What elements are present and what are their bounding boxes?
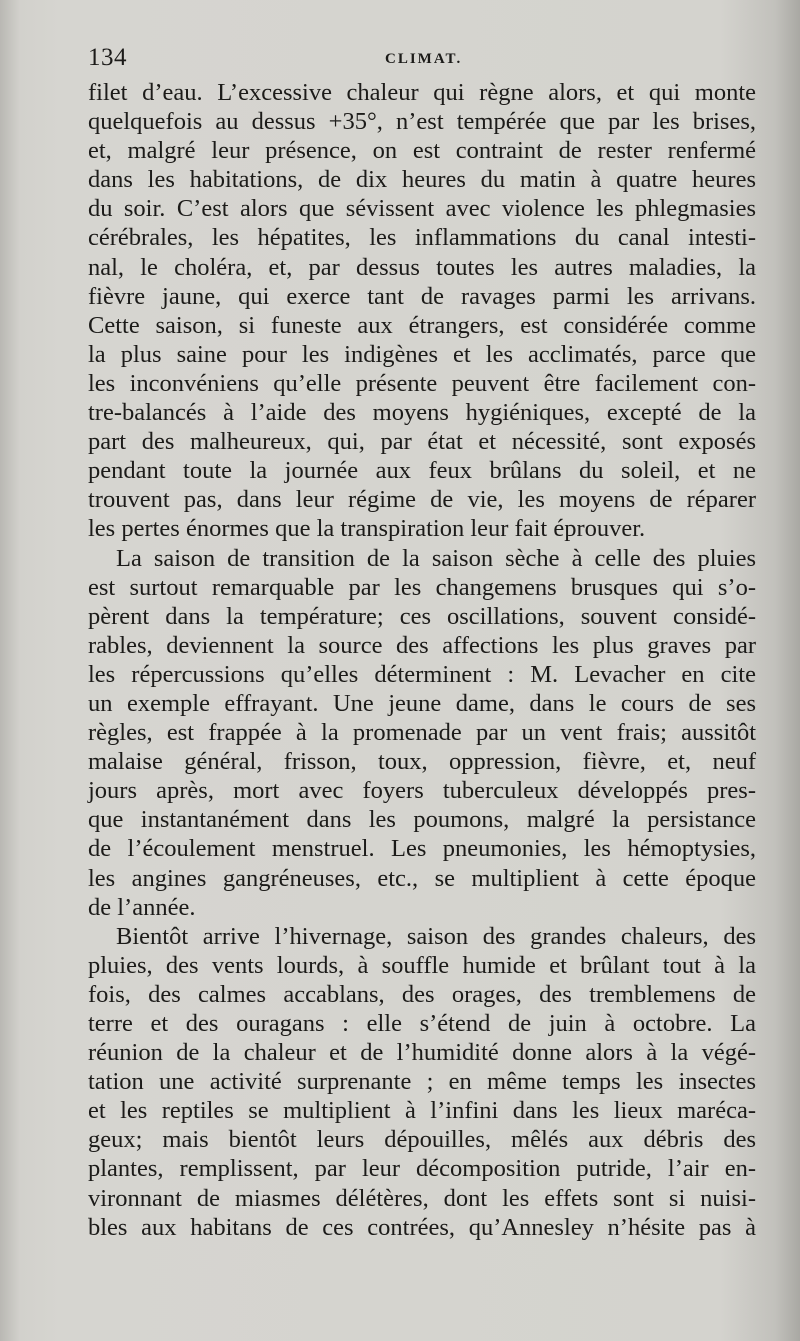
text-line: la plus saine pour les indigènes et les acclimatés, parce que [88, 340, 756, 368]
text-line: les inconvéniens qu’elle présente peuvent être facilement con- [88, 369, 756, 397]
text-line: et, malgré leur présence, on est contraint de rester renfermé [88, 137, 756, 165]
text-line: Cette saison, si funeste aux étrangers, est considérée comme [88, 311, 756, 339]
text-line: geux; mais bientôt leurs dépouilles, mêlés aux débris des [88, 1126, 756, 1154]
text-line: les répercussions qu’elles déterminent : M. Levacher en cite [88, 660, 756, 688]
text-line: les angines gangréneuses, etc., se multiplient à cette époque [88, 864, 756, 892]
text-line: les pertes énormes que la transpiration leur fait éprouver. [88, 515, 646, 543]
text-line: cérébrales, les hépatites, les inflammations du canal intesti- [88, 224, 756, 252]
text-line: part des malheureux, qui, par état et nécessité, sont exposés [88, 428, 756, 456]
text-line: tre-balancés à l’aide des moyens hygiéniques, excepté de la [88, 399, 756, 427]
text-line: pèrent dans la température; ces oscillations, souvent considé- [88, 602, 756, 630]
text-line: règles, est frappée à la promenade par un vent frais; aussitôt [88, 719, 756, 747]
text-line: tation une activité surprenante ; en même temps les insectes [88, 1068, 756, 1096]
text-line: que instantanément dans les poumons, malgré la persistance [88, 806, 756, 834]
text-line: trouvent pas, dans leur régime de vie, les moyens de réparer [88, 486, 756, 514]
text-line: bles aux habitans de ces contrées, qu’Annesley n’hésite pas à [88, 1213, 756, 1241]
running-head: CLIMAT. [385, 51, 463, 67]
text-line: du soir. C’est alors que sévissent avec violence les phlegmasies [88, 195, 756, 223]
text-line: vironnant de miasmes délétères, dont les effets sont si nuisi- [88, 1184, 756, 1212]
text-line: fièvre jaune, qui exerce tant de ravages parmi les arrivans. [88, 282, 756, 310]
text-line: terre et des ouragans : elle s’étend de juin à octobre. La [88, 1010, 756, 1037]
page-number: 134 [88, 44, 127, 71]
text-line: malaise général, frisson, toux, oppression, fièvre, et, neuf [88, 748, 756, 776]
text-line: dans les habitations, de dix heures du matin à quatre heures [88, 166, 756, 194]
text-line: réunion de la chaleur et de l’humidité donne alors à la végé- [88, 1039, 756, 1067]
text-line: fois, des calmes accablans, des orages, des tremblemens de [88, 980, 756, 1008]
text-line: jours après, mort avec foyers tuberculeux développés pres- [88, 777, 756, 805]
text-line: plantes, remplissent, par leur décomposition putride, l’air en- [88, 1155, 756, 1183]
text-line: pendant toute la journée aux feux brûlans du soleil, et ne [88, 457, 756, 485]
text-line: un exemple effrayant. Une jeune dame, dans le cours de ses [88, 689, 756, 717]
text-line: pluies, des vents lourds, à souffle humide et brûlant tout à la [88, 951, 756, 979]
text-line: Bientôt arrive l’hivernage, saison des grandes chaleurs, des [116, 922, 756, 950]
text-line: de l’année. [88, 893, 196, 921]
text-line: quelquefois au dessus +35°, n’est tempérée que par les brises, [88, 108, 756, 136]
text-line: est surtout remarquable par les changemens brusques qui s’o- [88, 573, 756, 601]
text-line: La saison de transition de la saison sèche à celle des pluies [116, 544, 756, 572]
text-line: rables, deviennent la source des affections les plus graves par [88, 631, 756, 659]
text-line: et les reptiles se multiplient à l’infini dans les lieux maréca- [88, 1097, 756, 1125]
text-line: de l’écoulement menstruel. Les pneumonies, les hémoptysies, [88, 835, 756, 863]
text-line: filet d’eau. L’excessive chaleur qui règne alors, et qui monte [88, 79, 756, 106]
body-text [88, 78, 756, 1242]
text-line: nal, le choléra, et, par dessus toutes les autres maladies, la [88, 253, 756, 281]
